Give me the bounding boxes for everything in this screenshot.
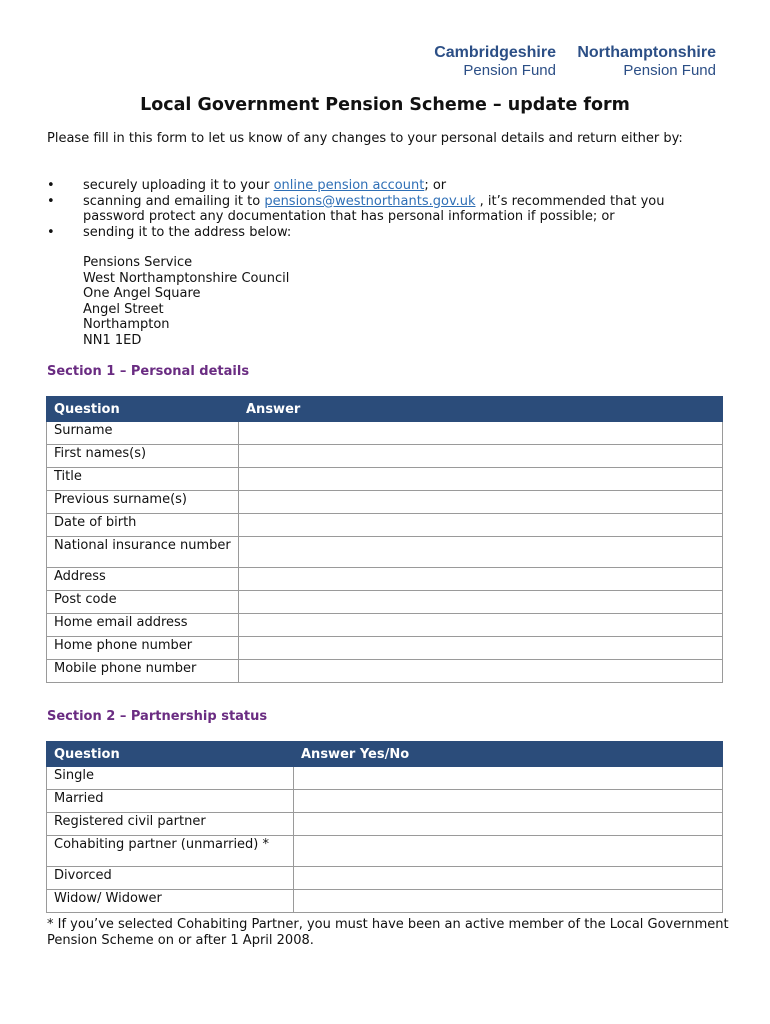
logo-cambs-line2: Pension Fund	[463, 62, 556, 79]
question-cell: Registered civil partner	[47, 813, 294, 836]
question-cell: Cohabiting partner (unmarried) *	[47, 836, 294, 867]
table-row	[47, 790, 723, 813]
address-line: West Northamptonshire Council	[83, 270, 290, 286]
bullet-upload-suffix: ; or	[424, 178, 447, 193]
table-row	[47, 422, 723, 445]
table-row	[47, 514, 723, 537]
cohabiting-footnote: * If you’ve selected Cohabiting Partner, you must have been an active member of the Local Government Pension Scheme on or after 1 April 2008.	[47, 917, 729, 948]
table-row	[47, 867, 723, 890]
return-options-list	[47, 178, 727, 240]
answer-surname-field[interactable]	[239, 422, 723, 445]
address-line: Pensions Service	[83, 255, 193, 270]
address-line: One Angel Square	[83, 286, 201, 302]
answer-single-field[interactable]	[294, 767, 723, 790]
address-line: NN1 1ED	[83, 332, 142, 348]
table-row	[47, 637, 723, 660]
intro-text: Please fill in this form to let us know of any changes to your personal details and return either by:	[47, 131, 683, 146]
address-line: Angel Street	[83, 301, 164, 317]
answer-divorced-field[interactable]	[294, 867, 723, 890]
table-row	[47, 537, 723, 568]
table-row	[47, 813, 723, 836]
question-cell: Widow/ Widower	[47, 890, 294, 913]
question-cell: Single	[47, 767, 294, 790]
question-cell: First names(s)	[47, 445, 239, 468]
answer-address-field[interactable]	[239, 568, 723, 591]
table-header-row	[47, 397, 723, 422]
answer-date-of-birth-field[interactable]	[239, 514, 723, 537]
postal-address	[83, 255, 289, 349]
northamptonshire-pension-fund-logo	[566, 44, 716, 80]
bullet-post: sending it to the address below:	[83, 224, 292, 240]
answer-post-code-field[interactable]	[239, 591, 723, 614]
section-1-heading: Section 1 – Personal details	[47, 364, 250, 379]
bullet-email-suffix: , it’s recommended that you password protect any documentation that has personal information if possible; or	[83, 193, 665, 224]
table-row	[47, 660, 723, 683]
table-row	[47, 491, 723, 514]
partnership-status-table	[46, 741, 723, 913]
question-cell: Previous surname(s)	[47, 491, 239, 514]
cambridgeshire-pension-fund-logo	[410, 44, 556, 80]
answer-civil-partner-field[interactable]	[294, 813, 723, 836]
column-header-answer: Answer	[239, 397, 723, 422]
logo-north-line2: Pension Fund	[623, 62, 716, 79]
list-item	[47, 225, 727, 241]
table-row	[47, 890, 723, 913]
answer-first-names-field[interactable]	[239, 445, 723, 468]
question-cell: Surname	[47, 422, 239, 445]
logo-cambs-line1: Cambridgeshire	[434, 44, 556, 61]
list-item	[47, 194, 727, 225]
list-item	[47, 178, 727, 194]
column-header-question: Question	[47, 397, 239, 422]
bullet-email-prefix: scanning and emailing it to	[83, 193, 265, 209]
address-line: Northampton	[83, 317, 170, 333]
answer-previous-surname-field[interactable]	[239, 491, 723, 514]
question-cell: Married	[47, 790, 294, 813]
answer-widow-field[interactable]	[294, 890, 723, 913]
table-row	[47, 445, 723, 468]
question-cell: National insurance number	[47, 537, 239, 568]
question-cell: Title	[47, 468, 239, 491]
logo-north-line1: Northamptonshire	[577, 44, 716, 61]
table-row	[47, 568, 723, 591]
question-cell: Divorced	[47, 867, 294, 890]
answer-cohabiting-field[interactable]	[294, 836, 723, 867]
question-cell: Address	[47, 568, 239, 591]
answer-title-field[interactable]	[239, 468, 723, 491]
answer-married-field[interactable]	[294, 790, 723, 813]
section-2-heading: Section 2 – Partnership status	[47, 709, 268, 724]
answer-mobile-phone-field[interactable]	[239, 660, 723, 683]
question-cell: Date of birth	[47, 514, 239, 537]
pensions-email-link[interactable]: pensions@westnorthants.gov.uk	[264, 193, 476, 209]
question-cell: Post code	[47, 591, 239, 614]
answer-home-phone-field[interactable]	[239, 637, 723, 660]
personal-details-table	[46, 396, 723, 683]
table-header-row	[47, 742, 723, 767]
page-title: Local Government Pension Scheme – update form	[140, 95, 630, 115]
answer-national-insurance-field[interactable]	[239, 537, 723, 568]
question-cell: Home phone number	[47, 637, 239, 660]
table-row	[47, 468, 723, 491]
table-row	[47, 767, 723, 790]
table-row	[47, 591, 723, 614]
table-row	[47, 836, 723, 867]
bullet-upload-prefix: securely uploading it to your	[83, 178, 274, 193]
answer-home-email-field[interactable]	[239, 614, 723, 637]
column-header-answer: Answer Yes/No	[294, 742, 723, 767]
online-pension-account-link[interactable]: online pension account	[273, 178, 425, 193]
question-cell: Mobile phone number	[47, 660, 239, 683]
table-row	[47, 614, 723, 637]
column-header-question: Question	[47, 742, 294, 767]
question-cell: Home email address	[47, 614, 239, 637]
